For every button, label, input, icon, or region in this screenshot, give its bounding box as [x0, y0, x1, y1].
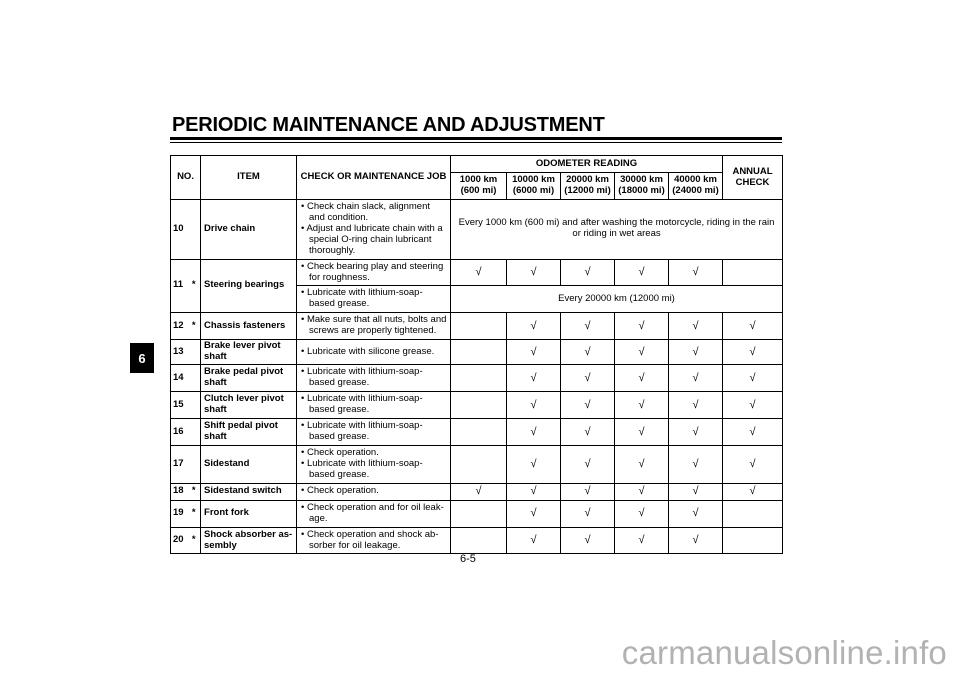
job-text: Check operation and shock ab-sorber for oil leakage. — [306, 528, 439, 551]
check-cell — [561, 365, 615, 392]
job-text: Lubricate with lithium-soap-based grease. — [306, 420, 423, 442]
check-mark-icon: √ — [638, 425, 645, 438]
row-job — [297, 365, 451, 392]
check-cell — [561, 418, 615, 445]
check-cell — [669, 418, 723, 445]
check-mark-icon: √ — [638, 319, 645, 332]
check-mark-icon: √ — [692, 398, 699, 411]
check-mark-icon: √ — [692, 507, 699, 520]
row-job — [297, 286, 451, 313]
check-cell — [507, 365, 561, 392]
row-job — [297, 483, 451, 500]
interval-note: Every 1000 km (600 mi) and after washing the motorcycle, riding in the rain or riding in wet areas — [451, 200, 783, 260]
row-job — [297, 200, 451, 260]
check-mark-icon: √ — [692, 534, 699, 547]
row-number: 10 — [171, 200, 188, 260]
table-row — [171, 418, 783, 445]
check-cell — [507, 483, 561, 500]
header-odo-2: 20000 km (12000 mi) — [561, 173, 615, 200]
check-mark-icon: √ — [530, 425, 537, 438]
check-cell — [669, 527, 723, 554]
row-star: * — [188, 483, 201, 500]
bullet-icon: • — [301, 528, 307, 540]
table-row — [171, 527, 783, 554]
check-cell — [507, 500, 561, 527]
check-cell — [561, 483, 615, 500]
check-cell — [507, 392, 561, 419]
row-item: Shift pedal pivot shaft — [201, 418, 297, 445]
check-mark-icon: √ — [584, 485, 591, 498]
bullet-icon: • — [301, 446, 307, 458]
job-text: Adjust and lubricate chain with a special O-ring chain lubricant thoroughly. — [306, 222, 443, 256]
check-mark-icon: √ — [584, 425, 591, 438]
check-cell — [615, 483, 669, 500]
check-mark-icon: √ — [749, 425, 756, 438]
check-mark-icon: √ — [584, 458, 591, 471]
check-cell — [451, 340, 507, 365]
check-cell — [669, 500, 723, 527]
row-item: Sidestand switch — [201, 483, 297, 500]
table-row — [171, 365, 783, 392]
check-cell — [615, 527, 669, 554]
check-mark-icon: √ — [475, 485, 482, 498]
table-row — [171, 500, 783, 527]
check-mark-icon: √ — [749, 398, 756, 411]
header-odo-0: 1000 km (600 mi) — [451, 173, 507, 200]
check-cell — [615, 340, 669, 365]
check-mark-icon: √ — [692, 345, 699, 358]
check-cell — [561, 500, 615, 527]
check-cell — [507, 259, 561, 286]
check-cell — [451, 483, 507, 500]
check-cell — [451, 365, 507, 392]
check-cell — [451, 313, 507, 340]
check-cell — [451, 418, 507, 445]
check-mark-icon: √ — [584, 507, 591, 520]
job-text: Lubricate with lithium-soap-based grease. — [306, 457, 423, 480]
check-mark-icon: √ — [530, 398, 537, 411]
check-cell — [669, 483, 723, 500]
check-cell — [615, 259, 669, 286]
bullet-icon: • — [301, 457, 307, 469]
table-row — [171, 392, 783, 419]
check-cell — [723, 259, 783, 286]
row-number: 16 — [171, 418, 188, 445]
row-item: Shock absorber as-sembly — [201, 527, 297, 554]
check-cell — [723, 500, 783, 527]
header-job: CHECK OR MAINTENANCE JOB — [297, 156, 451, 200]
row-star: * — [188, 527, 201, 554]
row-job — [297, 259, 451, 286]
row-item: Brake lever pivot shaft — [201, 340, 297, 365]
bullet-icon: • — [301, 501, 307, 513]
check-cell — [669, 445, 723, 483]
bullet-icon: • — [301, 222, 307, 234]
check-mark-icon: √ — [638, 266, 645, 279]
check-mark-icon: √ — [749, 485, 756, 498]
bullet-icon: • — [301, 420, 307, 432]
row-number: 17 — [171, 445, 188, 483]
check-cell — [723, 445, 783, 483]
check-mark-icon: √ — [638, 345, 645, 358]
check-mark-icon: √ — [584, 398, 591, 411]
table-row — [171, 483, 783, 500]
title-rule-thin — [170, 142, 782, 143]
row-number: 13 — [171, 340, 188, 365]
row-item: Chassis fasteners — [201, 313, 297, 340]
check-mark-icon: √ — [638, 485, 645, 498]
check-mark-icon: √ — [584, 345, 591, 358]
check-cell — [451, 500, 507, 527]
check-cell — [561, 445, 615, 483]
row-star — [188, 445, 201, 483]
check-cell — [561, 313, 615, 340]
table-row — [171, 445, 783, 483]
job-text: Lubricate with lithium-soap-based grease. — [306, 393, 423, 416]
row-item: Sidestand — [201, 445, 297, 483]
table-row — [171, 340, 783, 365]
check-mark-icon: √ — [584, 266, 591, 279]
check-cell — [723, 365, 783, 392]
check-mark-icon: √ — [530, 371, 537, 384]
section-tab: 6 — [130, 343, 154, 373]
job-text: Check operation and for oil leak-age. — [306, 501, 444, 524]
row-item: Brake pedal pivot shaft — [201, 365, 297, 392]
check-cell — [615, 500, 669, 527]
check-cell — [669, 365, 723, 392]
row-number: 18 — [171, 483, 188, 500]
check-mark-icon: √ — [692, 485, 699, 498]
header-odo-3: 30000 km (18000 mi) — [615, 173, 669, 200]
check-cell — [451, 527, 507, 554]
row-star: * — [188, 500, 201, 527]
check-mark-icon: √ — [638, 534, 645, 547]
row-item: Drive chain — [201, 200, 297, 260]
bullet-icon: • — [301, 366, 307, 378]
check-mark-icon: √ — [530, 319, 537, 332]
row-job — [297, 313, 451, 340]
page-number: 6-5 — [460, 553, 476, 565]
check-cell — [669, 259, 723, 286]
job-text: Check operation. — [306, 446, 379, 458]
check-cell — [507, 340, 561, 365]
check-cell — [507, 445, 561, 483]
header-annual: ANNUAL CHECK — [723, 156, 783, 200]
row-number: 14 — [171, 365, 188, 392]
check-cell — [561, 259, 615, 286]
row-star — [188, 340, 201, 365]
check-cell — [723, 392, 783, 419]
header-no: NO. — [171, 156, 201, 200]
check-mark-icon: √ — [530, 485, 537, 498]
bullet-icon: • — [301, 287, 307, 299]
check-cell — [723, 418, 783, 445]
job-text: Check chain slack, alignment and condition. — [306, 201, 431, 223]
bullet-icon: • — [301, 260, 307, 272]
row-job — [297, 392, 451, 419]
check-mark-icon: √ — [584, 534, 591, 547]
row-star — [188, 200, 201, 260]
row-item: Front fork — [201, 500, 297, 527]
check-cell — [507, 418, 561, 445]
check-cell — [451, 392, 507, 419]
row-item: Clutch lever pivot shaft — [201, 392, 297, 419]
check-cell — [723, 527, 783, 554]
header-odo-1: 10000 km (6000 mi) — [507, 173, 561, 200]
row-star: * — [188, 313, 201, 340]
check-mark-icon: √ — [749, 458, 756, 471]
bullet-icon: • — [301, 393, 307, 405]
table-row — [171, 313, 783, 340]
check-cell — [507, 313, 561, 340]
row-star — [188, 392, 201, 419]
row-number: 15 — [171, 392, 188, 419]
check-cell — [615, 418, 669, 445]
title-rule — [170, 137, 782, 140]
bullet-icon: • — [301, 201, 307, 212]
check-mark-icon: √ — [530, 507, 537, 520]
check-mark-icon: √ — [638, 371, 645, 384]
check-cell — [507, 527, 561, 554]
job-text: Lubricate with silicone grease. — [306, 345, 435, 357]
check-cell — [669, 392, 723, 419]
row-star: * — [188, 259, 201, 313]
check-mark-icon: √ — [749, 371, 756, 384]
page-title: PERIODIC MAINTENANCE AND ADJUSTMENT — [172, 114, 605, 136]
check-cell — [451, 445, 507, 483]
row-number: 12 — [171, 313, 188, 340]
check-cell — [723, 313, 783, 340]
check-mark-icon: √ — [692, 425, 699, 438]
check-cell — [561, 527, 615, 554]
table-row — [171, 200, 783, 260]
job-text: Lubricate with lithium-soap-based grease. — [306, 287, 423, 310]
check-cell — [561, 340, 615, 365]
maintenance-table — [170, 155, 783, 554]
header-odo-4: 40000 km (24000 mi) — [669, 173, 723, 200]
row-item: Steering bearings — [201, 259, 297, 313]
check-cell — [615, 365, 669, 392]
check-mark-icon: √ — [475, 266, 482, 279]
check-mark-icon: √ — [530, 345, 537, 358]
check-mark-icon: √ — [584, 371, 591, 384]
check-mark-icon: √ — [692, 266, 699, 279]
row-number: 20 — [171, 527, 188, 554]
check-cell — [615, 392, 669, 419]
job-text: Make sure that all nuts, bolts and screws are properly tightened. — [306, 314, 447, 337]
job-text: Check bearing play and steering for roughness. — [306, 260, 444, 283]
check-mark-icon: √ — [530, 266, 537, 279]
check-cell — [669, 313, 723, 340]
check-mark-icon: √ — [638, 398, 645, 411]
check-cell — [451, 259, 507, 286]
check-mark-icon: √ — [530, 534, 537, 547]
row-job — [297, 500, 451, 527]
row-star — [188, 365, 201, 392]
bullet-icon: • — [301, 485, 307, 497]
check-mark-icon: √ — [749, 319, 756, 332]
check-cell — [561, 392, 615, 419]
table-row — [171, 259, 783, 286]
check-mark-icon: √ — [638, 458, 645, 471]
interval-note: Every 20000 km (12000 mi) — [451, 286, 783, 313]
row-number: 11 — [171, 259, 188, 313]
header-odometer: ODOMETER READING — [451, 156, 723, 173]
check-mark-icon: √ — [692, 371, 699, 384]
row-job — [297, 418, 451, 445]
check-mark-icon: √ — [692, 319, 699, 332]
check-mark-icon: √ — [692, 458, 699, 471]
row-star — [188, 418, 201, 445]
row-number: 19 — [171, 500, 188, 527]
job-text: Check operation. — [306, 485, 379, 497]
check-cell — [723, 340, 783, 365]
row-job — [297, 445, 451, 483]
watermark: carmanualsonline.info — [621, 634, 947, 671]
header-item: ITEM — [201, 156, 297, 200]
bullet-icon: • — [301, 345, 307, 357]
check-mark-icon: √ — [584, 319, 591, 332]
bullet-icon: • — [301, 314, 307, 326]
check-mark-icon: √ — [638, 507, 645, 520]
job-text: Lubricate with lithium-soap-based grease. — [306, 366, 423, 389]
check-cell — [615, 313, 669, 340]
check-mark-icon: √ — [530, 458, 537, 471]
check-cell — [669, 340, 723, 365]
row-job — [297, 527, 451, 554]
check-mark-icon: √ — [749, 345, 756, 358]
row-job — [297, 340, 451, 365]
check-cell — [615, 445, 669, 483]
check-cell — [723, 483, 783, 500]
